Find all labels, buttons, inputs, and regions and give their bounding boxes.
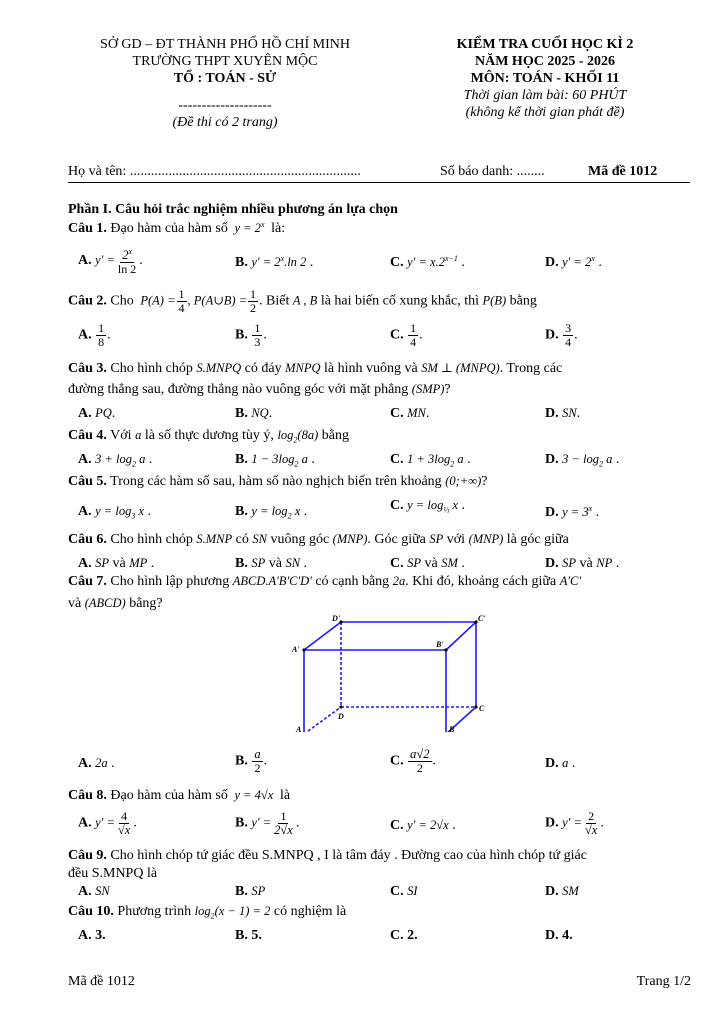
school-name: TRƯỜNG THPT XUYÊN MỘC — [132, 54, 318, 69]
q8-option-a[interactable]: A. y' = $\frac{4}{√x}$ . — [78, 809, 137, 837]
q5-option-b[interactable]: B. $y = \log_2 x$ . — [235, 504, 308, 521]
q3-option-c[interactable]: C. MN. — [390, 406, 430, 421]
q2-option-c[interactable]: C. $\frac{1}{4}$ . — [390, 321, 423, 349]
q5-option-a[interactable]: A. $y = \log_3 x$ . — [78, 504, 152, 521]
label-b: B — [449, 725, 455, 732]
q4-option-c[interactable]: C. $1 + 3\log_2$ a . — [390, 452, 471, 469]
label-c: C — [479, 704, 485, 713]
label-a: A — [296, 725, 302, 732]
underline — [68, 182, 690, 183]
label-d-prime: D' — [332, 614, 340, 623]
q1-option-b[interactable]: B. $y' = 2^x.\ln$ 2 . — [235, 254, 314, 271]
question-9: Câu 9. Cho hình chóp tứ giác đều S.MNPQ , I là tâm đáy . Đường cao của hình chóp tứ giác — [68, 848, 587, 863]
duration: Thời gian làm bài: 60 PHÚT — [463, 88, 627, 103]
q10-option-b[interactable]: B. 5. — [235, 928, 262, 943]
q2-option-d[interactable]: D. $\frac{3}{4}$ . — [545, 321, 578, 349]
label-d: D — [338, 712, 344, 721]
q2-option-b[interactable]: B. $\frac{1}{3}$ . — [235, 321, 267, 349]
q2-option-a[interactable]: A. $\frac{1}{8}$ . — [78, 321, 111, 349]
q8-option-c[interactable]: C. y' = 2√x . — [390, 818, 456, 833]
label-b-prime: B' — [436, 640, 444, 649]
question-2: Câu 2. Cho P(A) = $\frac{1}{4}$ , P(A∪B) = $\frac{1}{2}$ . Biết A , B là hai biến cố xung khắc, thì P(B) bằng — [68, 287, 537, 315]
exam-title: KIỂM TRA CUỐI HỌC KÌ 2 — [456, 37, 634, 52]
q1-option-c[interactable]: C. $y' = x.2^{x-1}$ . — [390, 254, 465, 271]
q6-option-d[interactable]: D. SP và NP . — [545, 556, 620, 571]
label-a-prime: A' — [292, 645, 300, 654]
q3-option-d[interactable]: D. SN. — [545, 406, 581, 421]
subject: MÔN: TOÁN - KHỐI 11 — [470, 71, 620, 86]
exam-code: Mã đề 1012 — [588, 164, 658, 179]
q1-option-d[interactable]: D. $y' = 2^x$ . — [545, 254, 602, 271]
group-name: TỔ : TOÁN - SỬ — [173, 71, 277, 86]
student-name-field[interactable]: Họ và tên: .................................................................. — [68, 164, 361, 179]
label-c-prime: C' — [478, 614, 486, 623]
q10-option-a[interactable]: A. 3. — [78, 928, 106, 943]
cube-figure — [286, 612, 496, 732]
question-9-line-2: đều S.MNPQ là — [68, 866, 158, 881]
q3-option-a[interactable]: A. PQ. — [78, 406, 116, 421]
student-id-field[interactable]: Số báo danh: ........ — [440, 164, 545, 179]
dept-name: SỞ GD – ĐT THÀNH PHỐ HỒ CHÍ MINH — [100, 37, 350, 52]
q10-option-c[interactable]: C. 2. — [390, 928, 418, 943]
q1-option-a[interactable]: A. y' = $\frac{2^x}{\ln 2}$ . — [78, 247, 143, 277]
footer-exam-code: Mã đề 1012 — [68, 974, 135, 989]
q7-option-b[interactable]: B. $\frac{a}{2}$ . — [235, 747, 268, 775]
q6-option-b[interactable]: B. SP và SN . — [235, 556, 308, 571]
header-right — [420, 36, 670, 121]
question-10: Câu 10. Phương trình $\log_2(x - 1) = 2$ có nghiệm là — [68, 904, 347, 921]
header-left — [60, 36, 390, 131]
q4-option-a[interactable]: A. $3 + \log_2 a$ . — [78, 452, 153, 469]
q9-option-a[interactable]: A. SN — [78, 884, 110, 899]
question-7-line-2: và (ABCD) bằng? — [68, 596, 163, 611]
question-8: Câu 8. Đạo hàm của hàm số y = 4√x là — [68, 788, 291, 803]
q6-option-c[interactable]: C. SP và SM . — [390, 556, 465, 571]
part-heading: Phần I. Câu hỏi trắc nghiệm nhiều phương án lựa chọn — [68, 202, 398, 217]
divider-dashes: -------------------- — [178, 98, 272, 113]
q7-option-c[interactable]: C. $\frac{a√2}{2}$ . — [390, 747, 436, 775]
q6-option-a[interactable]: A. SP và MP . — [78, 556, 155, 571]
q9-option-d[interactable]: D. SM — [545, 884, 579, 899]
q9-option-b[interactable]: B. SP — [235, 884, 266, 899]
q7-option-d[interactable]: D. a . — [545, 756, 576, 771]
footer-page-number: Trang 1/2 — [636, 974, 691, 989]
q7-option-a[interactable]: A. 2a . — [78, 756, 115, 771]
question-1: Câu 1. Đạo hàm của hàm số $y = 2^x$ là: — [68, 220, 286, 237]
q3-option-b[interactable]: B. NQ. — [235, 406, 273, 421]
question-7: Câu 7. Cho hình lập phương ABCD.A'B'C'D' có cạnh bằng 2a. Khi đó, khoảng cách giữa A'C' — [68, 574, 582, 589]
page-count-note: (Đề thi có 2 trang) — [172, 115, 278, 130]
question-3: Câu 3. Cho hình chóp S.MNPQ có đáy MNPQ là hình vuông và SM ⊥ (MNPQ). Trong các — [68, 361, 563, 376]
student-info-line — [68, 164, 690, 184]
q9-option-c[interactable]: C. SI — [390, 884, 418, 899]
question-6: Câu 6. Cho hình chóp S.MNP có SN vuông góc (MNP). Góc giữa SP với (MNP) là góc giữa — [68, 532, 569, 547]
school-year: NĂM HỌC 2025 - 2026 — [475, 54, 615, 69]
q8-option-b[interactable]: B. y' = $\frac{1}{2√x}$ . — [235, 809, 300, 837]
q8-option-d[interactable]: D. y' = $\frac{2}{√x}$ . — [545, 809, 604, 837]
question-4: Câu 4. Với a là số thực dương tùy ý, $\log_2(8a)$ bằng — [68, 428, 349, 445]
q5-option-c[interactable]: C. $y = \log_{\frac{1}{3}} x$ . — [390, 498, 466, 515]
duration-note: (không kể thời gian phát đề) — [465, 105, 625, 120]
question-3-line-2: đường thẳng sau, đường thẳng nào vuông góc với mặt phẳng (SMP)? — [68, 382, 451, 397]
q5-option-d[interactable]: D. $y = 3^x$ . — [545, 504, 600, 521]
q4-option-d[interactable]: D. $3 - \log_2 a$ . — [545, 452, 620, 469]
question-5: Câu 5. Trong các hàm số sau, hàm số nào nghịch biến trên khoảng (0;+∞)? — [68, 474, 488, 489]
q4-option-b[interactable]: B. $1 - 3\log_2$ a . — [235, 452, 315, 469]
q10-option-d[interactable]: D. 4. — [545, 928, 573, 943]
